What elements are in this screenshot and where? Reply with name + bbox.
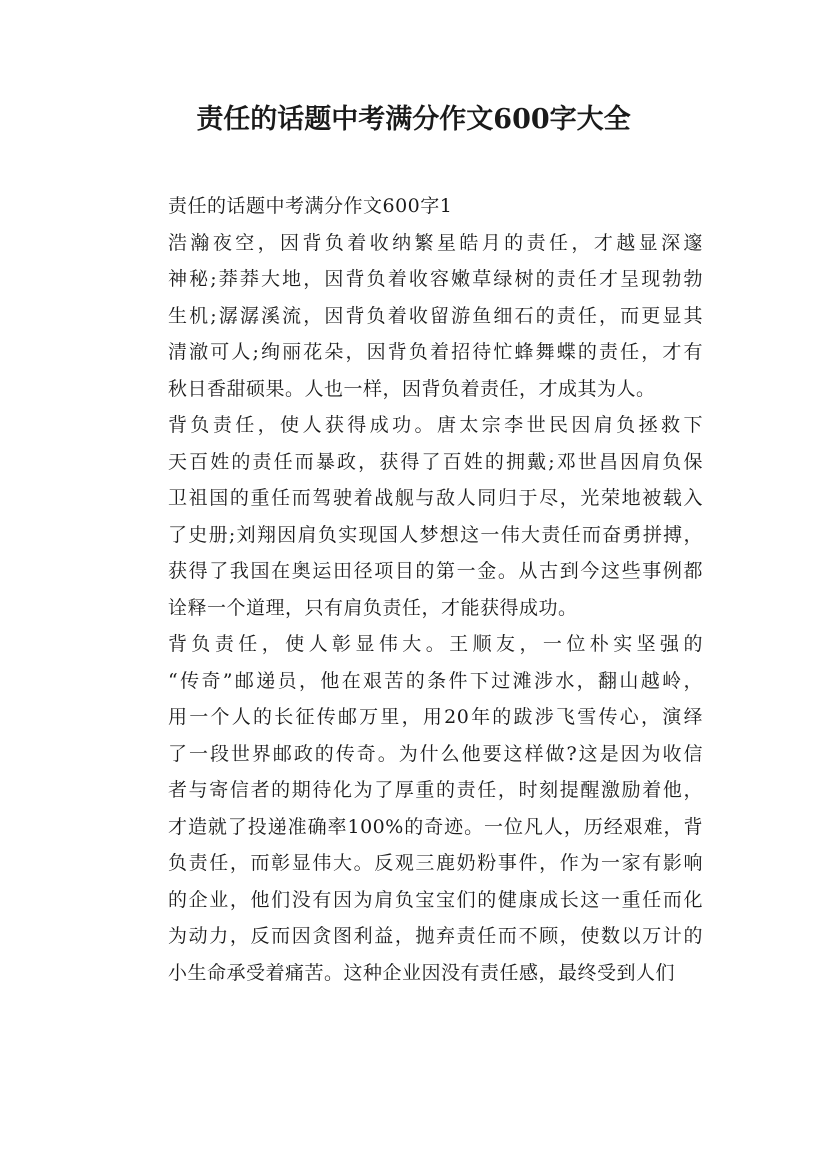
paragraph-line: 秋日香甜硕果。人也一样，因背负着责任，才成其为人。 xyxy=(168,377,656,400)
paragraph-line: 了一段世界邮政的传奇。为什么他要这样做?这是因为收信 xyxy=(168,742,703,765)
paragraph xyxy=(128,225,703,408)
paragraph-line: 生机;潺潺溪流，因背负着收留游鱼细石的责任，而更显其 xyxy=(168,304,703,327)
paragraph-line: 背负责任，使人彰显伟大。王顺友，一位朴实坚强的 xyxy=(168,633,703,655)
paragraph-line: 用一个人的长征传邮万里，用20年的跋涉飞雪传心，演绎 xyxy=(168,706,703,728)
paragraph-line: 清澈可人;绚丽花朵，因背负着招待忙蜂舞蝶的责任，才有 xyxy=(168,341,703,363)
paragraph-line: 浩瀚夜空，因背负着收纳繁星皓月的责任，才越显深邃 xyxy=(168,231,703,254)
paragraph-line: 卫祖国的重任而驾驶着战舰与敌人同归于尽，光荣地被载入 xyxy=(168,487,703,509)
paragraph-line: 的企业，他们没有因为肩负宝宝们的健康成长这一重任而化 xyxy=(168,888,703,911)
paragraph-line: 为动力，反而因贪图利益，抛弃责任而不顾，使数以万计的 xyxy=(168,925,703,947)
paragraph-line: “传奇”邮递员，他在艰苦的条件下过滩涉水，翻山越岭， xyxy=(168,669,703,692)
paragraph-line: 背负责任，使人获得成功。唐太宗李世民因肩负拯救下 xyxy=(168,414,703,436)
paragraph-line: 了史册;刘翔因肩负实现国人梦想这一伟大责任而奋勇拼搏， xyxy=(168,523,703,546)
document-body xyxy=(128,188,703,991)
paragraph-line: 天百姓的责任而暴政，获得了百姓的拥戴;邓世昌因肩负保 xyxy=(168,450,703,473)
paragraph-line: 小生命承受着痛苦。这种企业因没有责任感，最终受到人们 xyxy=(168,961,676,984)
paragraph xyxy=(128,626,703,991)
paragraph-line: 神秘;莽莽大地，因背负着收容嫩草绿树的责任才呈现勃勃 xyxy=(168,268,703,290)
paragraph-list xyxy=(128,225,703,992)
paragraph-line: 负责任，而彰显伟大。反观三鹿奶粉事件，作为一家有影响 xyxy=(168,852,703,874)
document-subtitle: 责任的话题中考满分作文600字1 xyxy=(168,195,453,217)
paragraph-line: 才造就了投递准确率100%的奇迹。一位凡人，历经艰难，背 xyxy=(168,815,703,838)
paragraph xyxy=(128,407,703,626)
paragraph-line: 获得了我国在奥运田径项目的第一金。从古到今这些事例都 xyxy=(168,560,703,582)
paragraph-line: 诠释一个道理，只有肩负责任，才能获得成功。 xyxy=(168,596,578,619)
document-title: 责任的话题中考满分作文600字大全 xyxy=(196,104,631,135)
paragraph-line: 者与寄信者的期待化为了厚重的责任，时刻提醒激励着他， xyxy=(168,779,703,801)
